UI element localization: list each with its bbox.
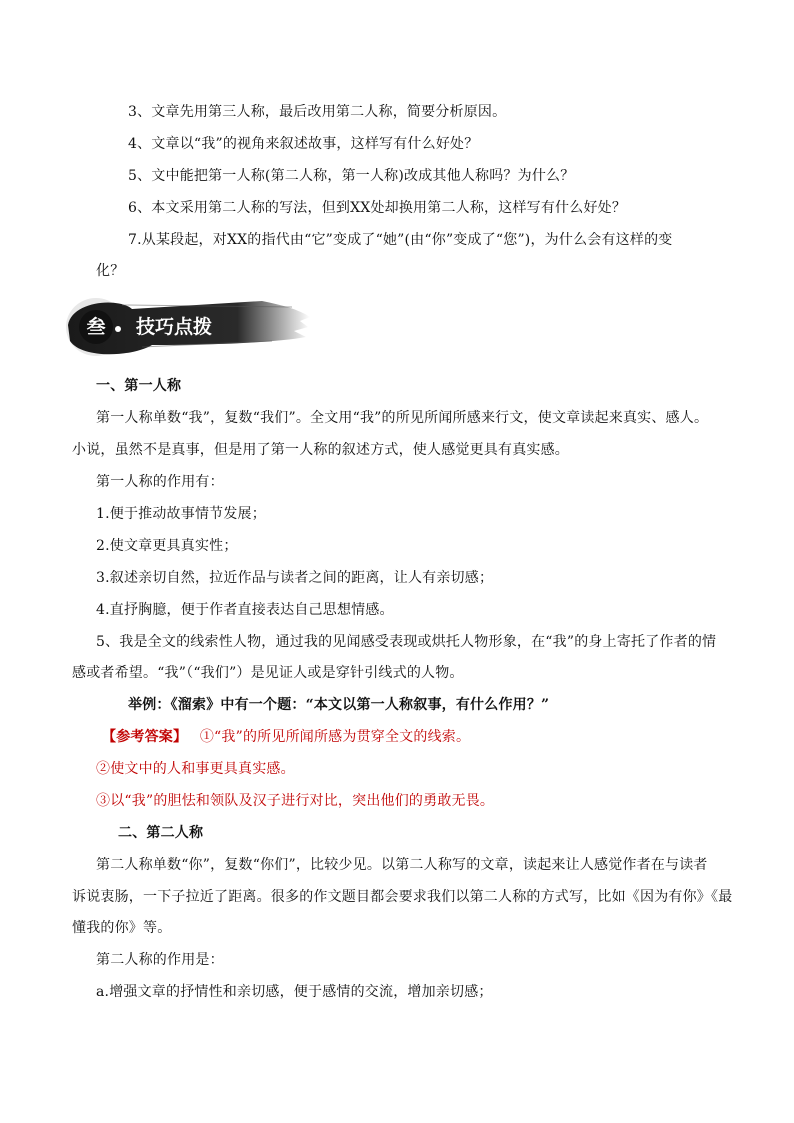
answer-2: ②使文中的人和事更具真实感。 <box>96 761 295 777</box>
second-person-intro-1: 第二人称单数“你”，复数“你们”，比较少见。以第二人称写的文章，读起来让人感觉作者在与读者 <box>96 857 708 873</box>
question-5: 5、文中能把第一人称(第二人称，第一人称)改成其他人称吗？为什么？ <box>128 168 575 184</box>
first-person-role-5-1: 5、我是全文的线索性人物，通过我的见闻感受表现或烘托人物形象，在“我”的身上寄托了作者的情 <box>96 634 717 650</box>
section-banner <box>62 295 312 359</box>
first-person-role-4: 4.直抒胸臆，便于作者直接表达自己思想情感。 <box>96 602 394 618</box>
first-person-heading: 一、第一人称 <box>96 378 182 394</box>
first-person-roles-label: 第一人称的作用有： <box>96 474 224 490</box>
question-7: 7.从某段起，对XX的指代由“它”变成了“她”(由“你”变成了“您”)，为什么会有这样的变 <box>128 232 673 248</box>
answer-1: ①“我”的所见所闻所感为贯穿全文的线索。 <box>199 729 471 745</box>
first-person-intro-1: 第一人称单数“我”，复数“我们”。全文用“我”的所见所闻所感来行文，使文章读起来真实、感人。 <box>96 410 709 426</box>
question-3: 3、文章先用第三人称，最后改用第二人称，简要分析原因。 <box>128 104 507 120</box>
example-question: 举例：《溜索》中有一个题：“本文以第一人称叙事，有什么作用？” <box>128 697 550 713</box>
first-person-role-2: 2.使文章更具真实性； <box>96 538 238 554</box>
question-7-continued: 化？ <box>96 263 125 279</box>
second-person-role-a: a.增强文章的抒情性和亲切感，便于感情的交流，增加亲切感； <box>96 984 493 1000</box>
second-person-intro-3: 懂我的你》等。 <box>72 920 172 936</box>
second-person-intro-2: 诉说衷肠，一下子拉近了距离。很多的作文题目都会要求我们以第二人称的方式写，比如《因为有你》《最 <box>72 889 733 905</box>
second-person-heading: 二、第二人称 <box>118 825 204 841</box>
question-6: 6、本文采用第二人称的写法，但到XX处却换用第二人称，这样写有什么好处？ <box>128 200 627 216</box>
answer-3: ③以“我”的胆怯和领队及汉子进行对比，突出他们的勇敢无畏。 <box>96 793 495 809</box>
first-person-role-3: 3.叙述亲切自然，拉近作品与读者之间的距离，让人有亲切感； <box>96 570 494 586</box>
answer-label: 【参考答案】 <box>102 729 188 745</box>
first-person-intro-2: 小说，虽然不是真事，但是用了第一人称的叙述方式，使人感觉更具有真实感。 <box>72 442 569 458</box>
answer-row-1 <box>102 728 470 746</box>
banner-number: 叁 <box>86 316 106 338</box>
question-4: 4、文章以“我”的视角来叙述故事，这样写有什么好处？ <box>128 136 479 152</box>
second-person-roles-label: 第二人称的作用是： <box>96 952 224 968</box>
banner-title: 技巧点拨 <box>136 316 213 338</box>
first-person-role-5-2: 感或者希望。“我”（“我们”）是见证人或是穿针引线式的人物。 <box>72 665 464 681</box>
first-person-role-1: 1.便于推动故事情节发展； <box>96 506 266 522</box>
